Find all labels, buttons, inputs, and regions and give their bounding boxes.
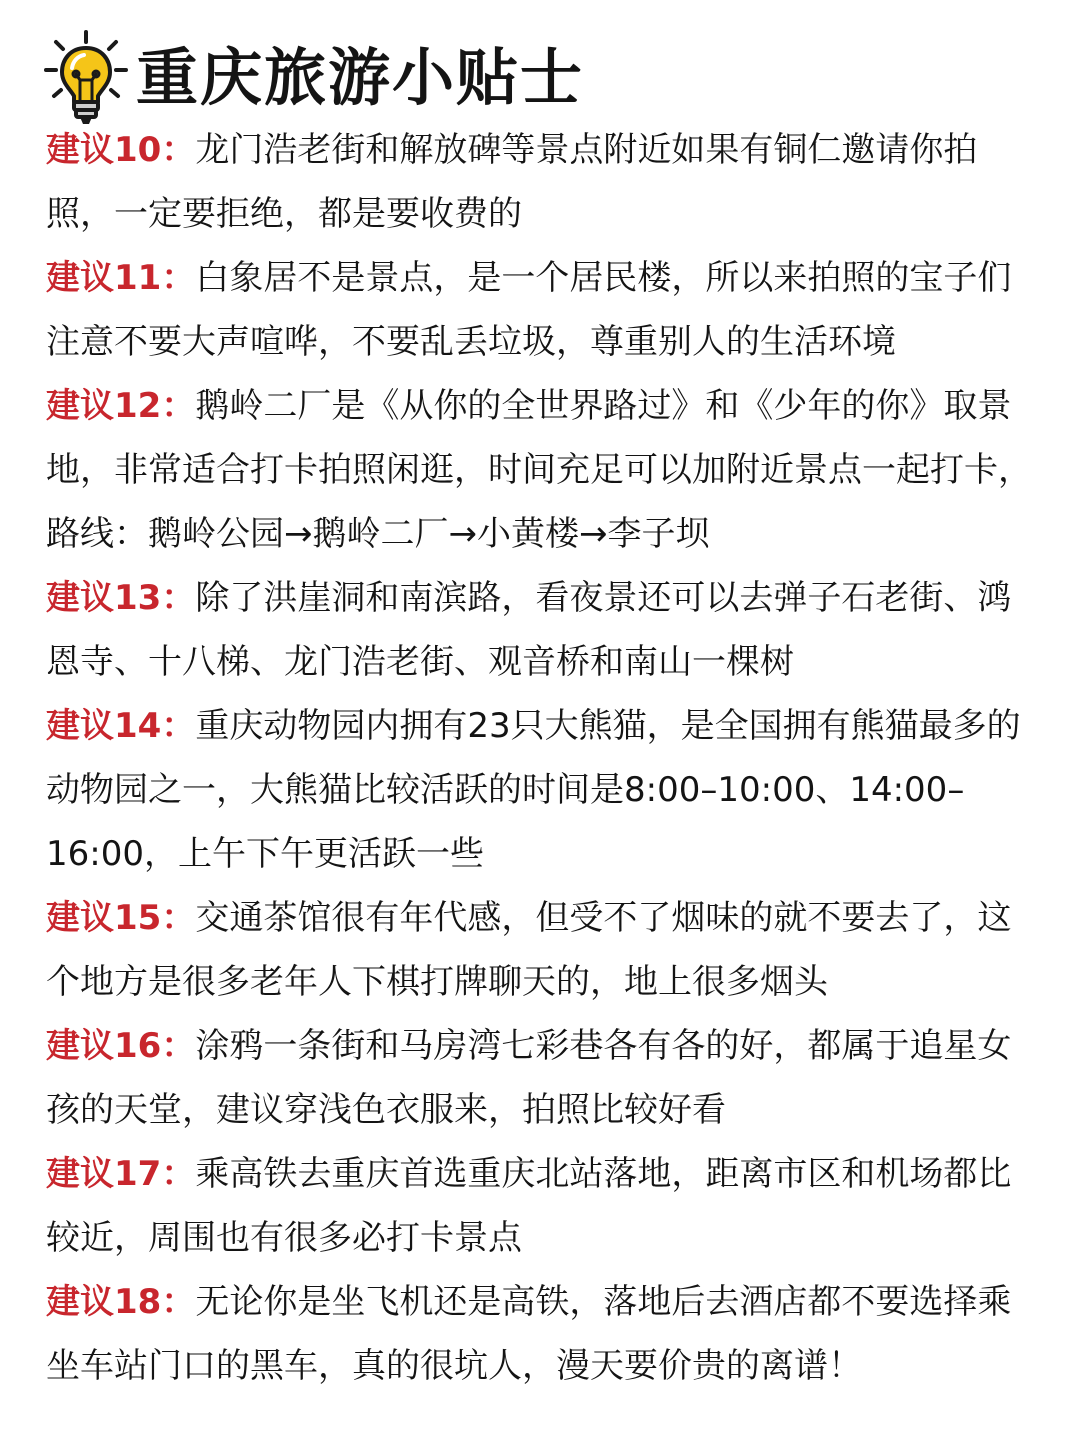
tip-text: 鹅岭二厂是《从你的全世界路过》和《少年的你》取景地，非常适合打卡拍照闲逛，时间充足可以加附近景点一起打卡，路线：鹅岭公园→鹅岭二厂→小黄楼→李子坝 — [46, 386, 1032, 554]
tip-item — [46, 566, 1040, 694]
tip-item — [46, 118, 1040, 246]
tip-item — [46, 1142, 1040, 1270]
tip-label: 建议16： — [46, 1026, 196, 1066]
header — [40, 28, 584, 128]
tip-label: 建议12： — [46, 386, 196, 426]
tips-list — [46, 118, 1040, 1398]
tip-label: 建议14： — [46, 706, 196, 746]
page-title: 重庆旅游小贴士 — [136, 41, 585, 114]
tip-text: 白象居不是景点，是一个居民楼，所以来拍照的宝子们注意不要大声喧哗，不要乱丢垃圾，尊重别人的生活环境 — [46, 258, 1012, 362]
tip-label: 建议11： — [46, 258, 196, 298]
tip-item — [46, 1270, 1040, 1398]
tip-text: 交通茶馆很有年代感，但受不了烟味的就不要去了，这个地方是很多老年人下棋打牌聊天的，地上很多烟头 — [46, 898, 1012, 1002]
tip-label: 建议13： — [46, 578, 196, 618]
tip-item — [46, 694, 1040, 886]
tip-item — [46, 886, 1040, 1014]
tip-label: 建议17： — [46, 1154, 196, 1194]
tip-label: 建议15： — [46, 898, 196, 938]
tip-text: 无论你是坐飞机还是高铁，落地后去酒店都不要选择乘坐车站门口的黑车，真的很坑人，漫天要价贵的离谱！ — [46, 1282, 1012, 1386]
tip-text: 重庆动物园内拥有23只大熊猫，是全国拥有熊猫最多的动物园之一，大熊猫比较活跃的时间是8:00–10:00、14:00–16:00，上午下午更活跃一些 — [46, 706, 1021, 874]
tip-item — [46, 1014, 1040, 1142]
tip-text: 乘高铁去重庆首选重庆北站落地，距离市区和机场都比较近，周围也有很多必打卡景点 — [46, 1154, 1012, 1258]
tip-text: 龙门浩老街和解放碑等景点附近如果有铜仁邀请你拍照，一定要拒绝，都是要收费的 — [46, 130, 978, 234]
tip-label: 建议10： — [46, 130, 196, 170]
lightbulb-icon — [40, 28, 132, 128]
tip-text: 涂鸦一条街和马房湾七彩巷各有各的好，都属于追星女孩的天堂，建议穿浅色衣服来，拍照比较好看 — [46, 1026, 1012, 1130]
tip-text: 除了洪崖洞和南滨路，看夜景还可以去弹子石老街、鸿恩寺、十八梯、龙门浩老街、观音桥和南山一棵树 — [46, 578, 1012, 682]
tip-label: 建议18： — [46, 1282, 196, 1322]
tip-item — [46, 246, 1040, 374]
tip-item — [46, 374, 1040, 566]
